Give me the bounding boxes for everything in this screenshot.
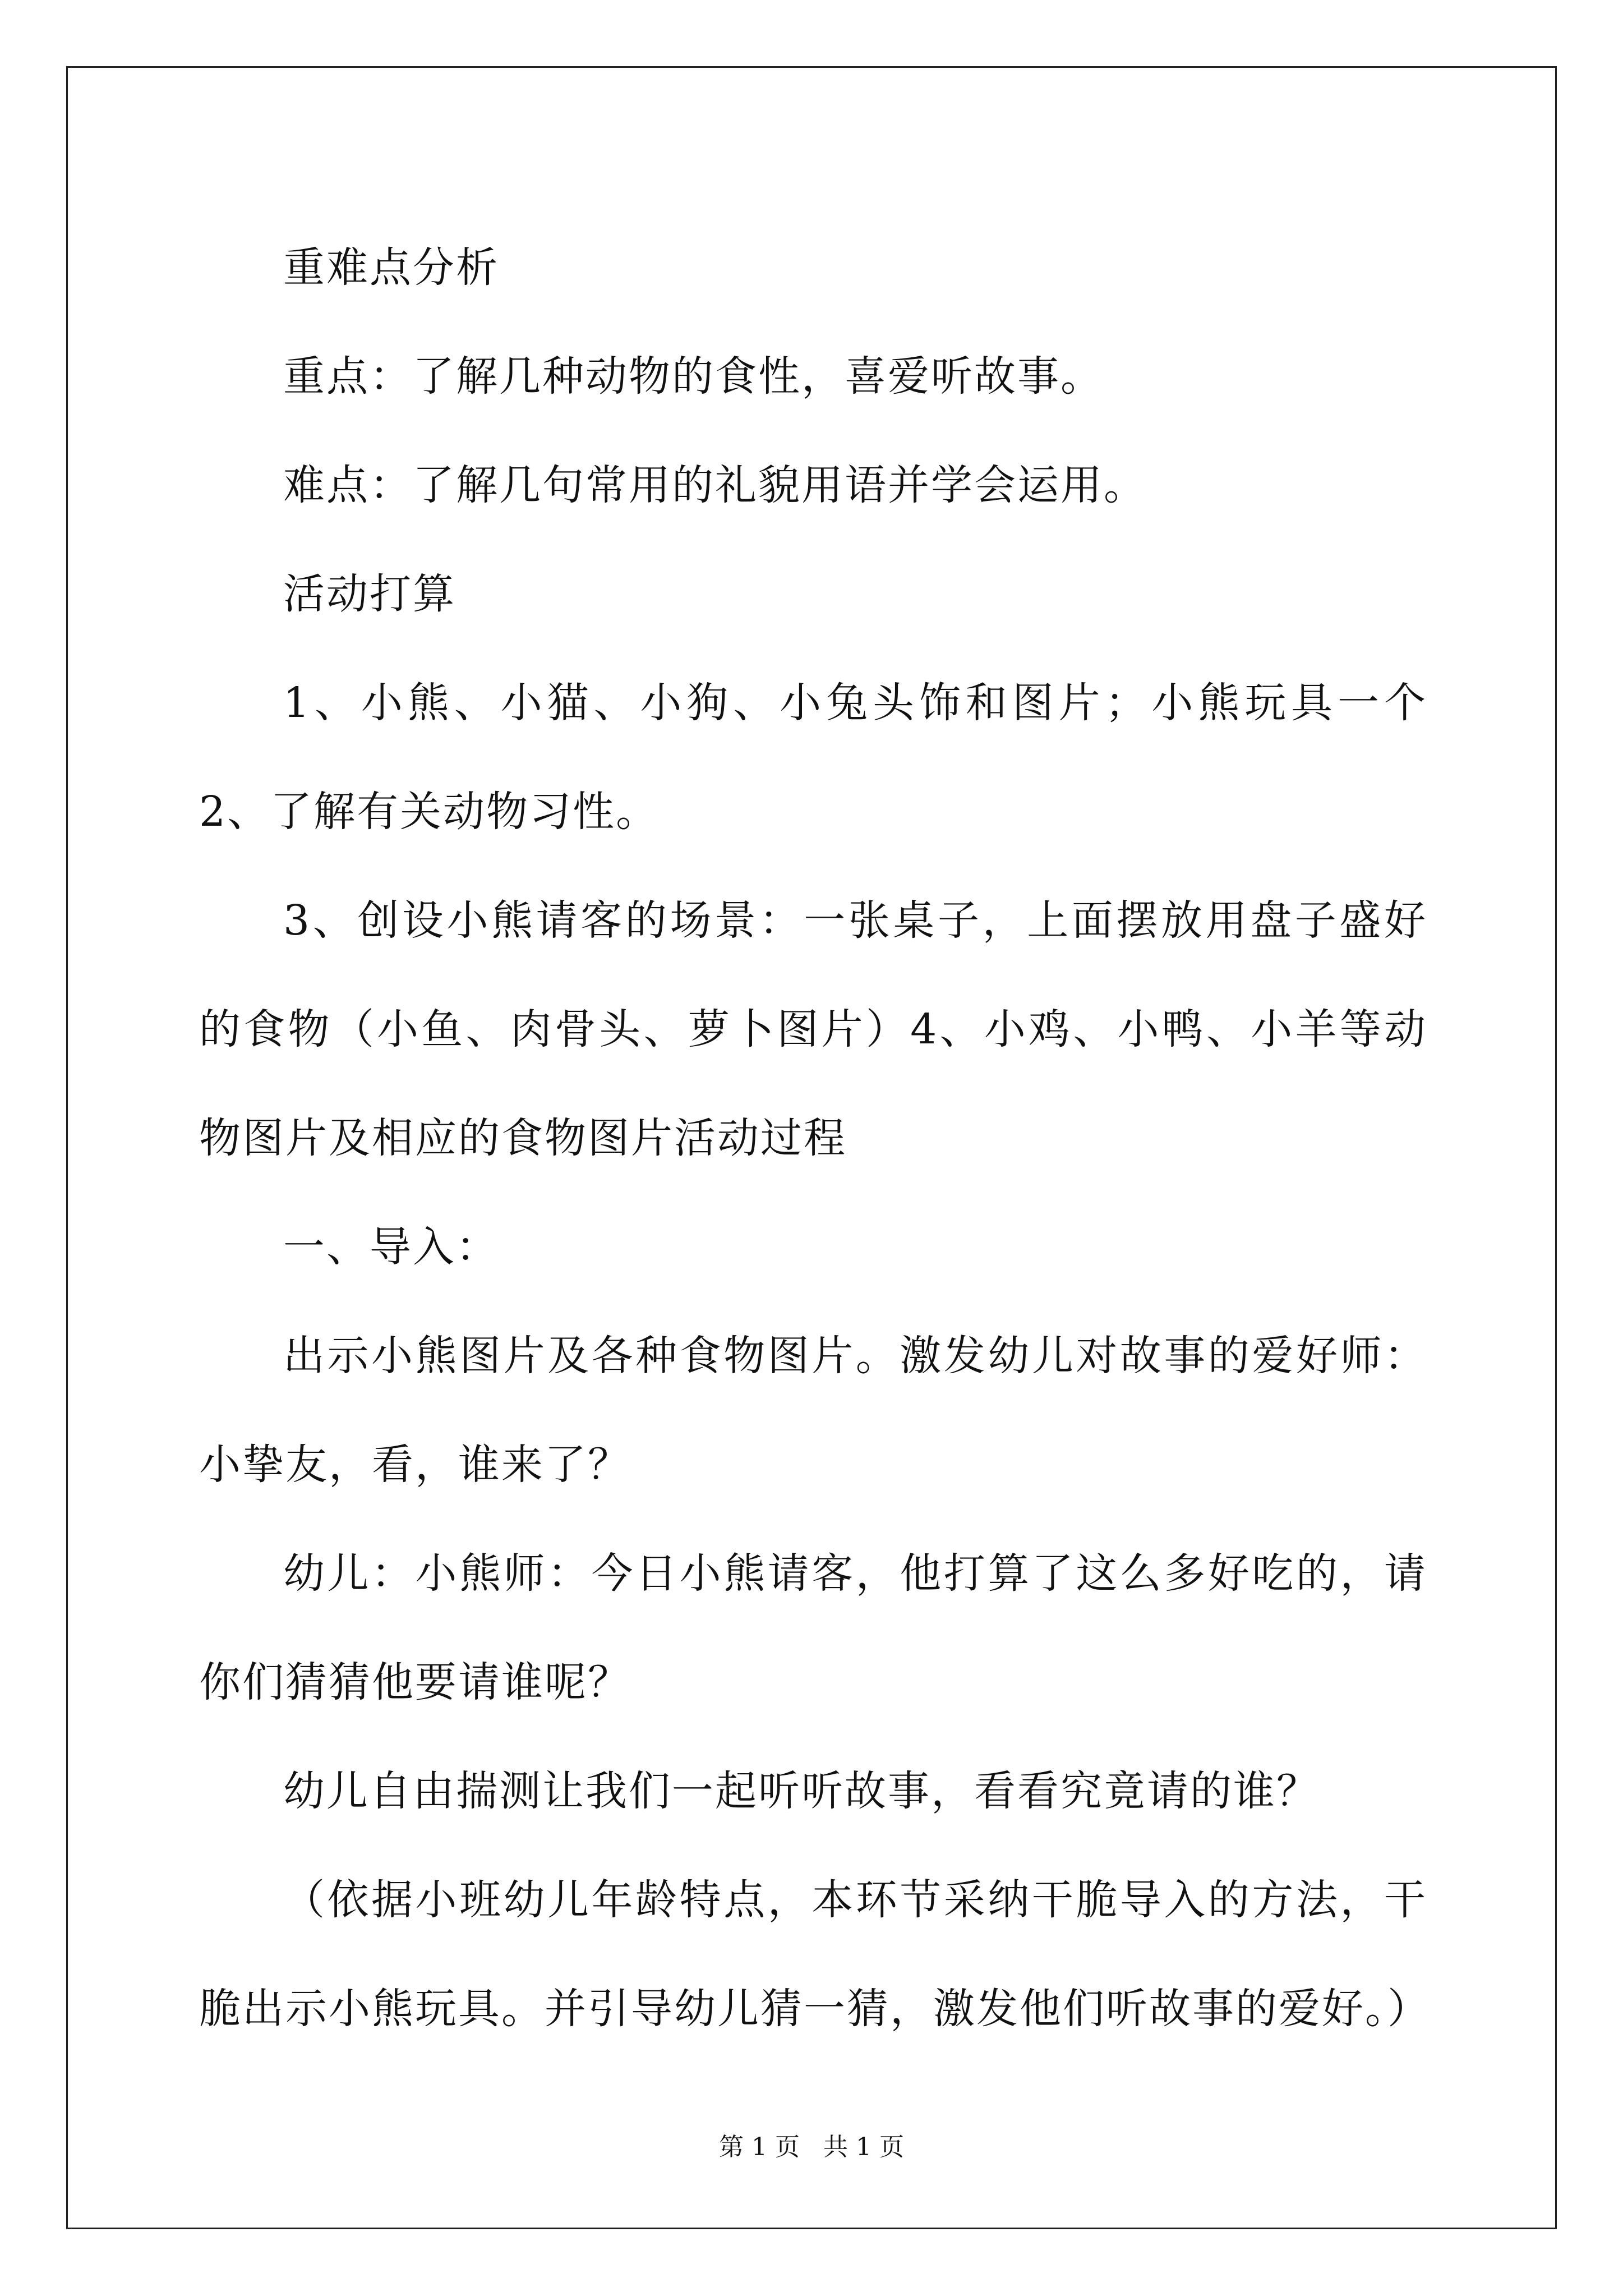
section-heading-key-points: 重难点分析 [283,243,499,292]
section-heading-introduction: 一、导入： [283,1223,499,1271]
paragraph-show-pictures: 出示小熊图片及各种食物图片。激发幼儿对故事的爱好师：小挚友，看，谁来了？ [199,1332,1427,1489]
paragraph-listen-story: 幼儿自由揣测让我们一起听听故事，看看究竟请的谁？ [283,1767,1320,1815]
paragraph-preparation-1-2: 1、小熊、小猫、小狗、小兔头饰和图片；小熊玩具一个 2、了解有关动物习性。 [199,679,1427,836]
paragraph-preparation-3-4: 3、创设小熊请客的场景：一张桌子，上面摆放用盘子盛好的食物（小鱼、肉骨头、萝卜图片）4、小鸡、小鸭、小羊等动物图片及相应的食物图片活动过程 [199,896,1427,1162]
paragraph-note: （依据小班幼儿年龄特点，本环节采纳干脆导入的方法，干脆出示小熊玩具。并引导幼儿猜一猜，激发他们听故事的爱好。） [199,1876,1431,2033]
page-footer: 第 1 页 共 1 页 [719,2133,904,2161]
section-heading-preparation: 活动打算 [283,570,456,618]
document-body [199,213,1431,2063]
paragraph-key-point: 重点：了解几种动物的食性，喜爱听故事。 [283,352,1104,401]
paragraph-children-guess: 幼儿：小熊师：今日小熊请客，他打算了这么多好吃的，请你们猜猜他要请谁呢？ [199,1549,1427,1706]
paragraph-difficult-point: 难点：了解几句常用的礼貌用语并学会运用。 [283,461,1147,509]
